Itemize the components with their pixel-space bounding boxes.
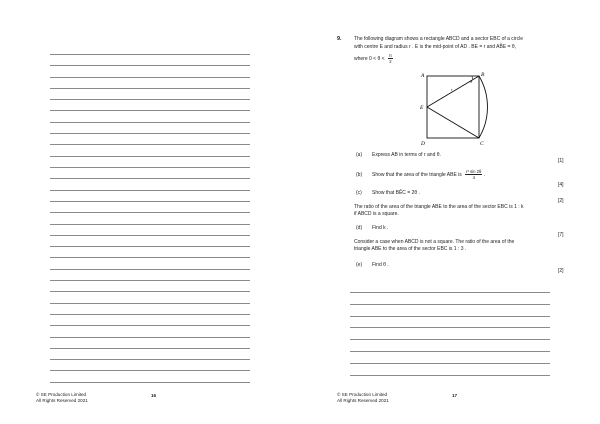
answer-line [50,348,250,349]
answer-line [350,316,550,317]
answer-line [50,370,250,371]
label-c: C [480,141,484,147]
label-r: r [451,87,453,92]
answer-line [50,156,250,157]
rectangle-sector-diagram [418,69,498,149]
rectangle-abcd [427,76,479,138]
answer-line [50,190,250,191]
right-page [300,0,600,424]
ratio-text-2-line-2: triangle ABE to the area of the sector EBC is 1 : 3 . [354,246,467,252]
intro-line-1: The following diagram shows a rectangle ABCD and a sector EBC of a circle [354,36,523,42]
footer [337,392,389,404]
answer-line [50,325,250,326]
answer-line [50,77,250,78]
answer-line [50,54,250,55]
answer-line [350,292,550,293]
answer-line [50,359,250,360]
answer-line [50,167,250,168]
part-d-text: Find k . [372,225,389,231]
part-b-label: (b) [356,172,363,178]
answer-line [50,314,250,315]
answer-line [350,339,550,340]
answer-line [350,327,550,328]
answer-line [50,99,250,100]
answer-line [50,144,250,145]
answer-line [50,178,250,179]
answer-line [350,304,550,305]
label-a: A [421,73,425,79]
answer-line [50,133,250,134]
answer-line [50,280,250,281]
ratio-text-1-line-1: The ratio of the area of the triangle ABE to the area of the sector EBC is 1 : k [354,204,524,210]
area-fraction-denominator: 4 [472,175,475,181]
answer-line [350,351,550,352]
answer-line [50,269,250,270]
answer-line [50,303,250,304]
part-d-marks: [7] [558,232,564,238]
label-b: B [481,72,485,78]
ratio-text-1-line-2: if ABCD is a square. [354,211,399,217]
footer-rights: All Rights Reserved 2021 [36,398,88,403]
answer-line [50,212,250,213]
page-number: 17 [452,393,458,398]
part-b-marks: [4] [558,182,564,188]
part-b-text [372,168,485,182]
fraction-numerator: π [388,53,392,58]
answer-line [50,382,250,383]
answer-line [50,201,250,202]
part-e-text: Find θ . [372,262,389,268]
part-a-text: Express AB in terms of r and θ. [372,152,441,158]
area-fraction-numerator: r² sin 2θ [466,169,482,175]
part-b-main: Show that the area of the triangle ABE is [372,172,462,178]
part-a-label: (a) [356,152,363,158]
part-c-label: (c) [356,190,362,196]
answer-line [350,375,550,376]
answer-line [50,110,250,111]
part-c-text: Show that BÊC = 2θ . [372,190,420,196]
answer-line [350,363,550,364]
label-theta: θ [470,79,473,84]
part-d-label: (d) [356,225,363,231]
label-e: E [420,105,424,111]
pi-over-two [388,53,393,64]
answer-line [50,122,250,123]
fraction-denominator: 2 [389,59,392,64]
intro-line-3-text: where 0 < θ < [354,55,385,62]
footer-rights: All Rights Reserved 2021 [337,398,389,403]
answer-line [50,337,250,338]
answer-line [50,65,250,66]
part-b-suffix: . [483,172,486,178]
footer [36,392,88,404]
answer-line [50,88,250,89]
ratio-text-2-line-1: Consider a case when ABCD is not a square. The ratio of the area of the [354,239,515,245]
sector-arc [479,76,487,138]
answer-line [50,291,250,292]
question-number: 9. [337,36,342,42]
part-e-label: (e) [356,262,363,268]
part-e-marks: [2] [558,268,564,274]
area-fraction [465,169,482,180]
footer-copyright: © SE Production Limited [337,392,388,397]
footer-copyright: © SE Production Limited [36,392,87,397]
label-d: D [421,141,425,147]
intro-line-2: with centre E and radius r . E is the mid-point of AD . BE = r and AB̂E = θ, [354,44,517,50]
part-c-marks: [2] [558,198,564,204]
part-a-marks: [1] [558,158,564,164]
page-number: 16 [151,393,157,398]
answer-line [50,246,250,247]
answer-line [50,257,250,258]
intro-line-3 [354,53,393,64]
segment-ec [427,107,479,138]
answer-line [50,235,250,236]
answer-line [50,224,250,225]
